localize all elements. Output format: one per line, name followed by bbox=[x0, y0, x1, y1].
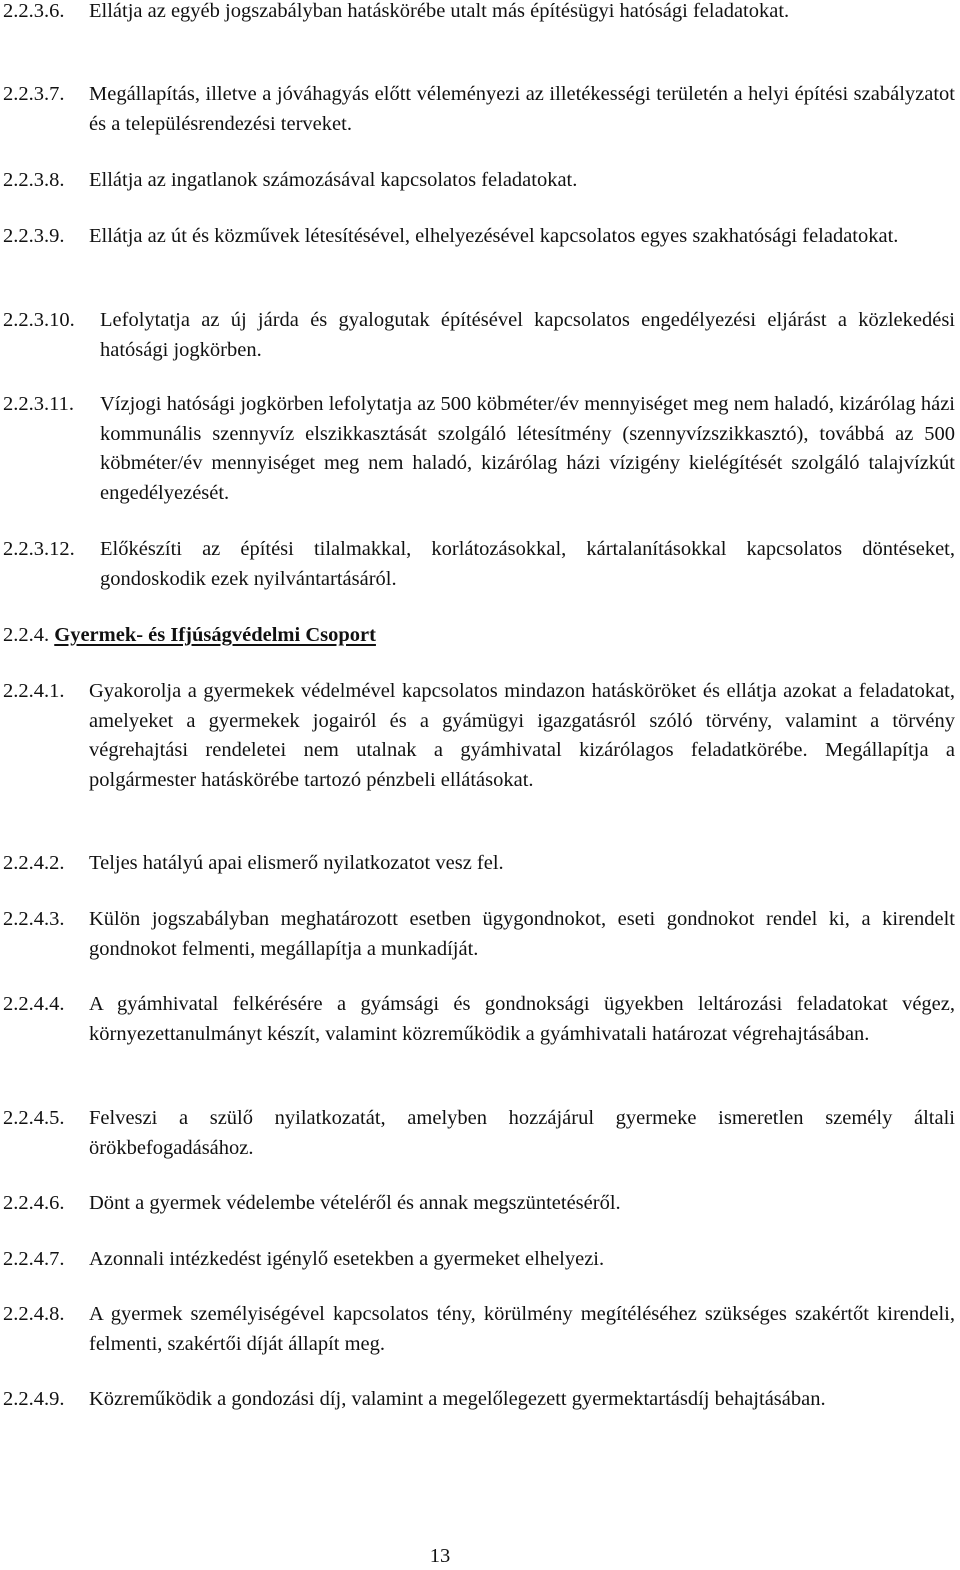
item-text: Vízjogi hatósági jogkörben lefolytatja az 500 köbméter/év mennyiséget meg nem haladó, kizárólag házi kommunális szennyvíz elszikkasztását szolgáló létesítmény (szennyvízszikkasztó), továbbá az 500 köbméter/év mennyiséget meg nem haladó, kizárólag házi vízigény kielégítését szolgáló talajvízkút engedélyezését. bbox=[100, 393, 955, 504]
item-text: Előkészíti az építési tilalmakkal, korlátozásokkal, kártalanításokkal kapcsolatos döntéseket, gondoskodik ezek nyilvántartásáról. bbox=[100, 538, 955, 590]
item-number: 2.2.3.11. bbox=[3, 393, 74, 415]
item-number: 2.2.4.6. bbox=[3, 1192, 65, 1214]
list-item bbox=[3, 222, 955, 252]
item-text: Ellátja az egyéb jogszabályban hatáskörébe utalt más építésügyi hatósági feladatokat. bbox=[89, 0, 790, 22]
item-text: Lefolytatja az új járda és gyalogutak építésével kapcsolatos engedélyezési eljárást a közlekedési hatósági jogkörben. bbox=[100, 309, 955, 361]
item-number: 2.2.3.8. bbox=[3, 169, 65, 191]
list-item bbox=[3, 80, 955, 139]
item-text: A gyámhivatal felkérésére a gyámsági és gondnoksági ügyekben leltározási feladatokat végez, környezettanulmányt készít, valamint közreműködik a gyámhivatali határozat végrehajtásában. bbox=[89, 993, 955, 1045]
item-number: 2.2.4.7. bbox=[3, 1248, 65, 1270]
item-number: 2.2.4.5. bbox=[3, 1107, 65, 1129]
list-item bbox=[3, 1385, 955, 1415]
list-item bbox=[3, 166, 955, 196]
item-number: 2.2.3.9. bbox=[3, 225, 65, 247]
section-title: Gyermek- és Ifjúságvédelmi Csoport bbox=[54, 624, 376, 646]
list-item bbox=[3, 1245, 955, 1275]
item-number: 2.2.3.6. bbox=[3, 0, 65, 22]
list-item bbox=[3, 1300, 955, 1359]
item-text: Megállapítás, illetve a jóváhagyás előtt véleményezi az illetékességi területén a helyi építési szabályzatot és a településrendezési terveket. bbox=[89, 83, 955, 135]
item-text: Ellátja az ingatlanok számozásával kapcsolatos feladatokat. bbox=[89, 169, 578, 191]
item-number: 2.2.3.7. bbox=[3, 83, 65, 105]
item-text: A gyermek személyiségével kapcsolatos tény, körülmény megítéléséhez szükséges szakértőt kirendeli, felmenti, szakértői díját állapít meg. bbox=[89, 1303, 955, 1355]
list-item bbox=[3, 1104, 955, 1163]
list-item bbox=[3, 1189, 955, 1219]
item-number: 2.2.4.1. bbox=[3, 680, 65, 702]
list-item bbox=[3, 535, 955, 594]
item-number: 2.2.4.4. bbox=[3, 993, 65, 1015]
list-item bbox=[3, 306, 955, 365]
section-number: 2.2.4. bbox=[3, 624, 50, 646]
item-text: Teljes hatályú apai elismerő nyilatkozatot vesz fel. bbox=[89, 852, 504, 874]
list-item bbox=[3, 0, 955, 27]
item-text: Közreműködik a gondozási díj, valamint a megelőlegezett gyermektartásdíj behajtásában. bbox=[89, 1388, 826, 1410]
item-text: Külön jogszabályban meghatározott esetben ügygondnokot, eseti gondnokot rendel ki, a kirendelt gondnokot felmenti, megállapítja a munkadíját. bbox=[89, 908, 955, 960]
item-text: Gyakorolja a gyermekek védelmével kapcsolatos mindazon hatásköröket és ellátja azokat a feladatokat, amelyeket a gyermekek jogairól és a gyámügyi igazgatásról szóló törvény, valamint a törvény végrehajtási rendeletei nem utalnak a gyámhivatal kizárólagos feladatkörébe. Megállapítja a polgármester hatáskörébe tartozó pénzbeli ellátásokat. bbox=[89, 680, 955, 791]
item-text: Dönt a gyermek védelembe vételéről és annak megszüntetéséről. bbox=[89, 1192, 621, 1214]
item-number: 2.2.4.9. bbox=[3, 1388, 65, 1410]
item-text: Azonnali intézkedést igénylő esetekben a gyermeket elhelyezi. bbox=[89, 1248, 605, 1270]
item-number: 2.2.3.12. bbox=[3, 538, 75, 560]
section-heading bbox=[3, 621, 376, 651]
item-number: 2.2.4.3. bbox=[3, 908, 65, 930]
list-item bbox=[3, 990, 955, 1049]
list-item bbox=[3, 849, 955, 879]
item-text: Ellátja az út és közművek létesítésével, elhelyezésével kapcsolatos egyes szakhatósági feladatokat. bbox=[89, 225, 899, 247]
list-item bbox=[3, 905, 955, 964]
page-number: 13 bbox=[429, 1545, 451, 1567]
item-number: 2.2.4.8. bbox=[3, 1303, 65, 1325]
item-number: 2.2.3.10. bbox=[3, 309, 75, 331]
list-item bbox=[3, 390, 955, 508]
item-text: Felveszi a szülő nyilatkozatát, amelyben hozzájárul gyermeke ismeretlen személy általi örökbefogadásához. bbox=[89, 1107, 955, 1159]
item-number: 2.2.4.2. bbox=[3, 852, 65, 874]
list-item bbox=[3, 677, 955, 795]
